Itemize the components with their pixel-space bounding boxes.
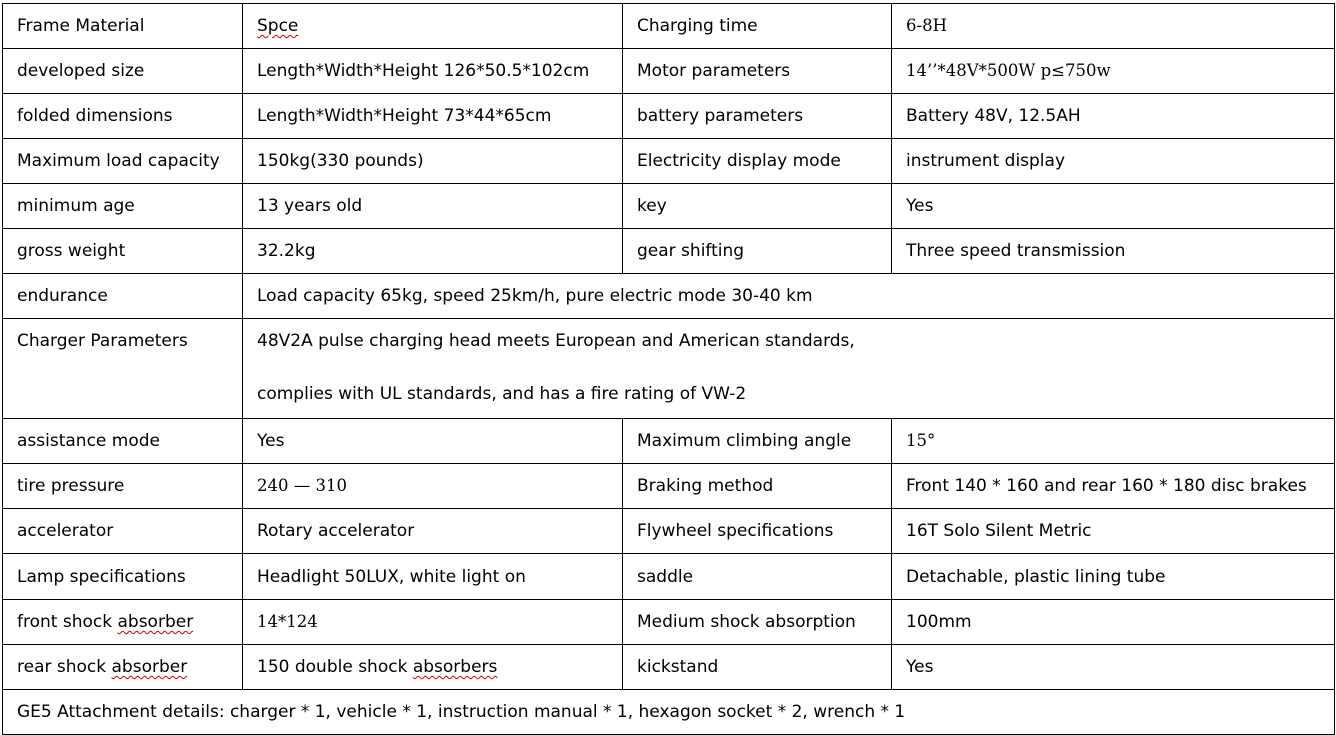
value-cell: Yes xyxy=(892,184,1335,229)
label-text: absorber xyxy=(117,612,194,632)
label-cell: Frame Material xyxy=(3,4,243,49)
table-row xyxy=(3,419,1335,464)
value-line: complies with UL standards, and has a fire rating of VW-2 xyxy=(257,384,747,404)
value-cell: 100mm xyxy=(892,600,1335,645)
label-text: absorber xyxy=(111,657,188,677)
label-cell: Electricity display mode xyxy=(623,139,892,184)
table-row xyxy=(3,139,1335,184)
label-cell: Flywheel specifications xyxy=(623,509,892,554)
value-cell: 6-8H xyxy=(892,4,1335,49)
table-row xyxy=(3,319,1335,419)
value-cell: 14*124 xyxy=(243,600,623,645)
label-cell: Lamp specifications xyxy=(3,554,243,600)
table-row xyxy=(3,49,1335,94)
label-cell: Braking method xyxy=(623,464,892,509)
label-cell: kickstand xyxy=(623,645,892,690)
table-row xyxy=(3,274,1335,319)
value-text: 150 double shock xyxy=(257,657,413,677)
value-cell: Rotary accelerator xyxy=(243,509,623,554)
label-cell: Maximum climbing angle xyxy=(623,419,892,464)
table-row xyxy=(3,600,1335,645)
label-cell: assistance mode xyxy=(3,419,243,464)
value-cell xyxy=(243,4,623,49)
label-cell: minimum age xyxy=(3,184,243,229)
label-cell xyxy=(3,600,243,645)
table-row xyxy=(3,509,1335,554)
value-cell xyxy=(243,319,1335,419)
value-cell: Detachable, plastic lining tube xyxy=(892,554,1335,600)
label-cell: Motor parameters xyxy=(623,49,892,94)
value-cell: 32.2kg xyxy=(243,229,623,274)
label-cell xyxy=(3,645,243,690)
label-cell: Maximum load capacity xyxy=(3,139,243,184)
value-cell: instrument display xyxy=(892,139,1335,184)
spec-table xyxy=(2,3,1335,735)
label-cell: battery parameters xyxy=(623,94,892,139)
value-cell: 14’’*48V*500W p≤750w xyxy=(892,49,1335,94)
table-row xyxy=(3,229,1335,274)
label-cell: gear shifting xyxy=(623,229,892,274)
value-cell: 150kg(330 pounds) xyxy=(243,139,623,184)
value-cell: Load capacity 65kg, speed 25km/h, pure electric mode 30-40 km xyxy=(243,274,1335,319)
label-text: front shock xyxy=(17,612,118,632)
label-cell: tire pressure xyxy=(3,464,243,509)
label-cell: key xyxy=(623,184,892,229)
table-row xyxy=(3,184,1335,229)
table-row xyxy=(3,690,1335,735)
label-text: rear shock xyxy=(17,657,112,677)
table-row xyxy=(3,554,1335,600)
table-row xyxy=(3,94,1335,139)
value-cell: 240 — 310 xyxy=(243,464,623,509)
value-cell: Battery 48V, 12.5AH xyxy=(892,94,1335,139)
value-cell: Three speed transmission xyxy=(892,229,1335,274)
table-row xyxy=(3,645,1335,690)
label-cell: developed size xyxy=(3,49,243,94)
table-row xyxy=(3,464,1335,509)
value-cell: 13 years old xyxy=(243,184,623,229)
label-cell: gross weight xyxy=(3,229,243,274)
attachment-details-cell: GE5 Attachment details: charger * 1, vehicle * 1, instruction manual * 1, hexagon socket * 2, wrench * 1 xyxy=(3,690,1335,735)
label-cell: saddle xyxy=(623,554,892,600)
value-text: absorbers xyxy=(412,657,498,677)
value-text: Spce xyxy=(257,16,299,36)
label-cell: accelerator xyxy=(3,509,243,554)
value-cell: Front 140 * 160 and rear 160 * 180 disc brakes xyxy=(892,464,1335,509)
value-line: 48V2A pulse charging head meets European and American standards, xyxy=(257,331,855,351)
label-cell: Charger Parameters xyxy=(3,319,243,419)
value-cell: Length*Width*Height 126*50.5*102cm xyxy=(243,49,623,94)
label-cell: folded dimensions xyxy=(3,94,243,139)
value-cell: Length*Width*Height 73*44*65cm xyxy=(243,94,623,139)
label-cell: Medium shock absorption xyxy=(623,600,892,645)
label-cell: endurance xyxy=(3,274,243,319)
value-cell: Headlight 50LUX, white light on xyxy=(243,554,623,600)
value-cell: Yes xyxy=(243,419,623,464)
value-cell xyxy=(243,645,623,690)
label-cell: Charging time xyxy=(623,4,892,49)
table-row xyxy=(3,4,1335,49)
value-cell: 15° xyxy=(892,419,1335,464)
value-cell: 16T Solo Silent Metric xyxy=(892,509,1335,554)
value-cell: Yes xyxy=(892,645,1335,690)
